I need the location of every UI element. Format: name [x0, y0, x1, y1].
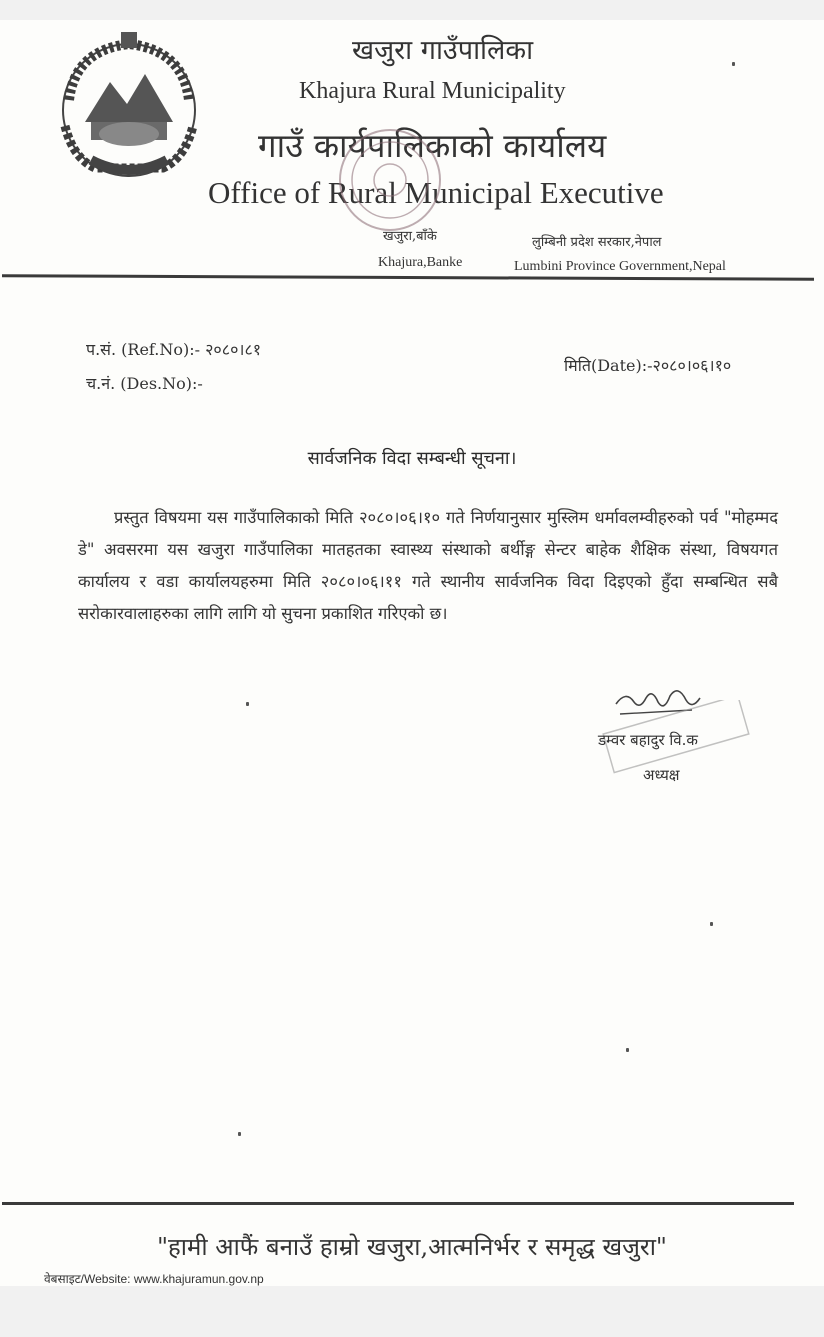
office-name-nepali: गाउँ कार्यपालिकाको कार्यालय — [258, 126, 607, 165]
signatory-title: अध्यक्ष — [643, 766, 680, 784]
nepal-emblem-icon — [55, 30, 203, 182]
scan-speck — [626, 1048, 629, 1052]
footer-website: वेबसाइट/Website: www.khajuramun.gov.np — [44, 1272, 264, 1286]
scan-speck — [710, 922, 713, 926]
scan-speck — [732, 62, 735, 66]
header-divider — [2, 274, 814, 281]
scan-speck — [246, 702, 249, 706]
province-nepali: लुम्बिनी प्रदेश सरकार,नेपाल — [532, 235, 662, 250]
letter-date: मिति(Date):-२०८०।०६।१० — [564, 356, 732, 375]
letter-page — [0, 20, 824, 1286]
office-stamp-icon — [330, 120, 460, 240]
top-margin — [0, 0, 824, 20]
footer-slogan: "हामी आफैं बनाउँ हाम्रो खजुरा,आत्मनिर्भर र समृद्ध खजुरा" — [157, 1233, 667, 1261]
municipality-name-nepali: खजुरा गाउँपालिका — [352, 35, 534, 66]
province-english: Lumbini Province Government,Nepal — [514, 259, 726, 274]
bottom-margin — [0, 1286, 824, 1337]
signatory-name: डम्वर बहादुर वि.क — [598, 731, 698, 749]
notice-subject: सार्वजनिक विदा सम्बन्धी सूचना। — [307, 448, 517, 469]
office-name-english: Office of Rural Municipal Executive — [208, 175, 664, 210]
address-english: Khajura,Banke — [378, 255, 463, 270]
reference-number: प.सं. (Ref.No):- २०८०।८१ — [86, 340, 262, 359]
municipality-name-english: Khajura Rural Municipality — [299, 78, 566, 104]
dispatch-number: च.नं. (Des.No):- — [86, 374, 203, 393]
scan-speck — [238, 1132, 241, 1136]
notice-body: प्रस्तुत विषयमा यस गाउँपालिकाको मिति २०८०।०६।१० गते निर्णयानुसार मुस्लिम धर्मावलम्वीहरुको पर्व "मोहम्मद डे" अवसरमा यस खजुरा गाउँपालिका मातहतका स्वास्थ्य संस्थाको बर्थीङ्ग सेन्टर बाहेक शैक्षिक संस्था, विषयगत कार्यालय र वडा कार्यालयहरुमा मिति २०८०।०६।११ गते स्थानीय सार्वजनिक विदा दिइएको हुँदा सम्बन्धित सबै सरोकारवालाहरुका लागि लागि यो सुचना प्रकाशित गरिएको छ। — [78, 508, 778, 623]
address-nepali: खजुरा,बाँके — [383, 229, 437, 244]
footer-divider — [2, 1202, 794, 1205]
